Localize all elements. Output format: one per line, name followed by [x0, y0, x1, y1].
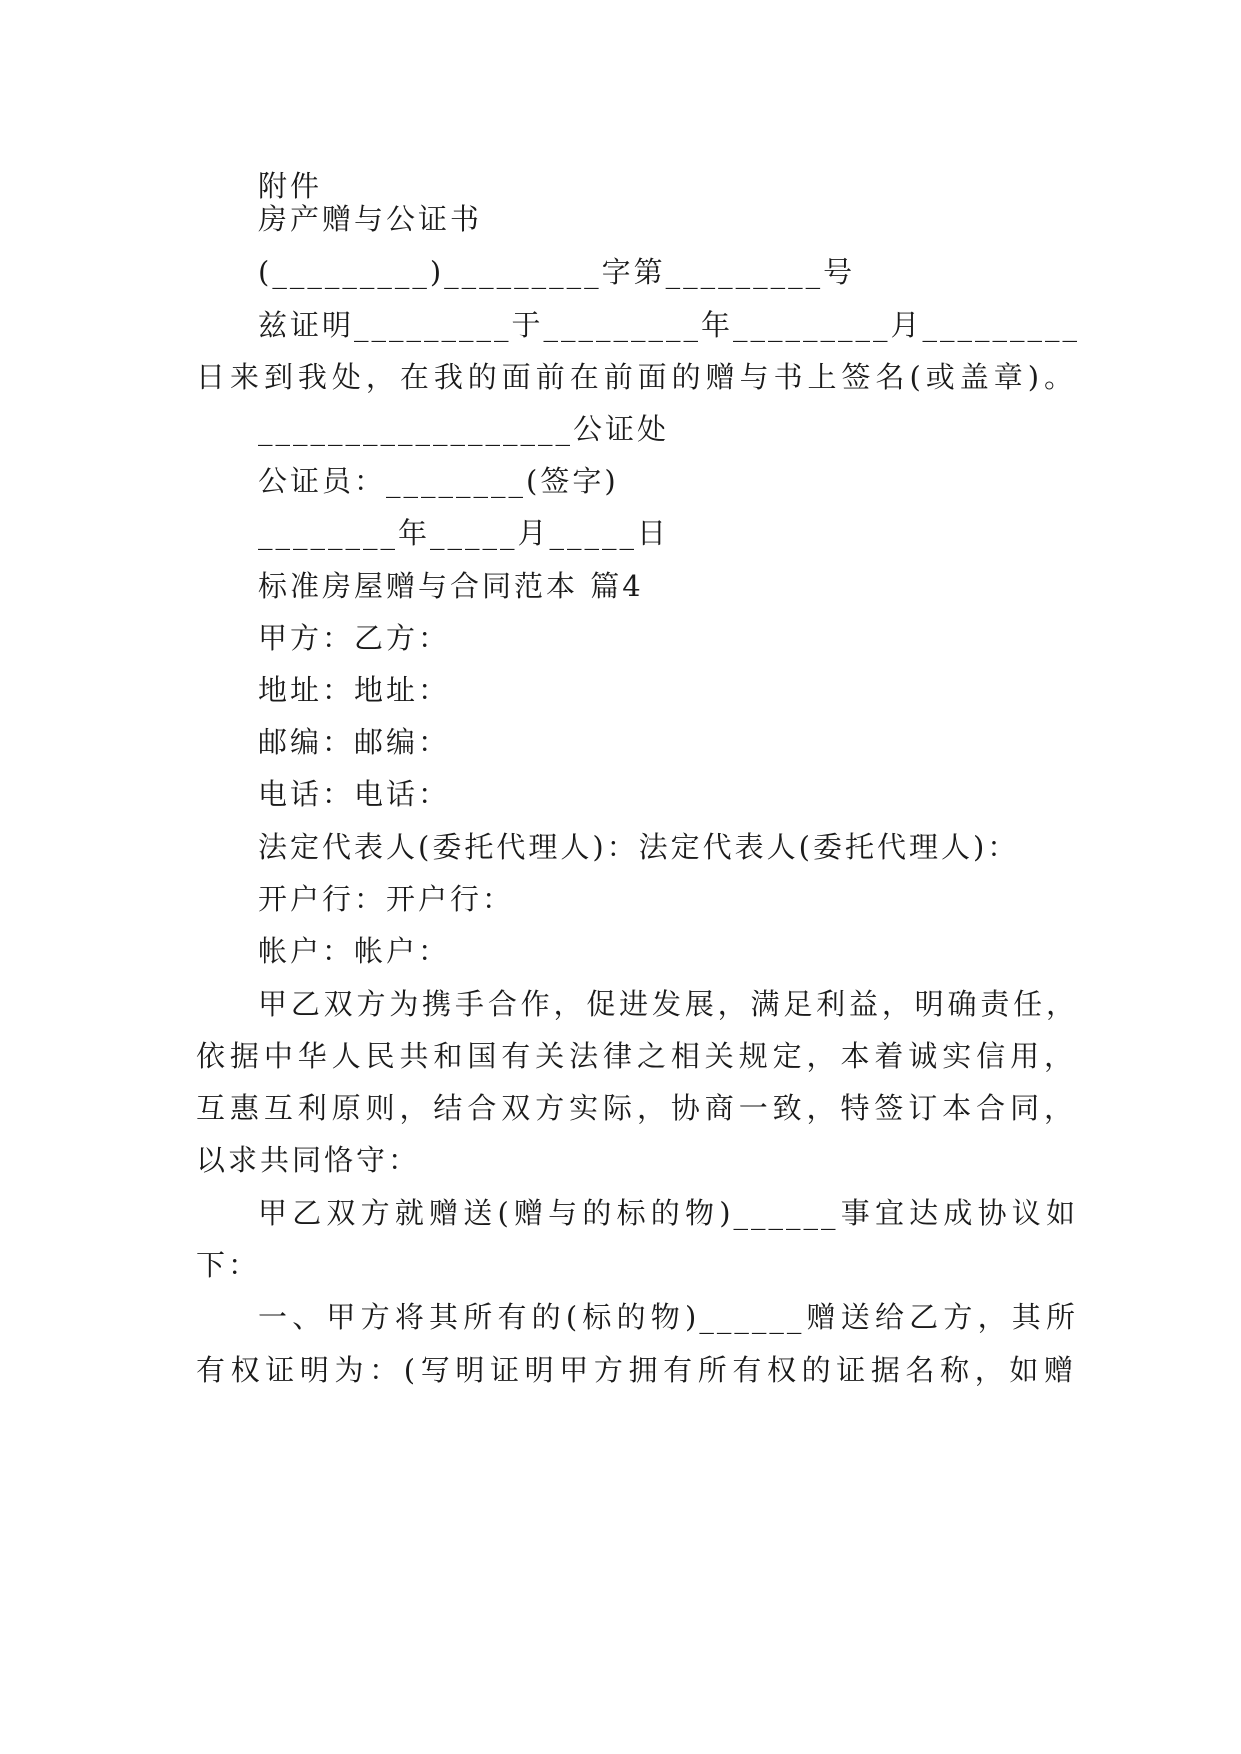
clause-one-line-2: 有权证明为：(写明证明甲方拥有所有权的证据名称，如赠: [196, 1353, 1076, 1387]
phone-line: 电话：电话：: [258, 777, 451, 811]
agreement-line-1: 甲乙双方就赠送(赠与的标的物)______事宜达成协议如: [258, 1196, 1078, 1230]
representative-line: 法定代表人(委托代理人)：法定代表人(委托代理人)：: [258, 830, 1020, 864]
preamble-line-2: 依据中华人民共和国有关法律之相关规定，本着诚实信用，: [196, 1039, 1076, 1073]
party-line: 甲方：乙方：: [258, 621, 451, 655]
postcode-line: 邮编：邮编：: [258, 725, 451, 759]
clause-one-line-1: 一、甲方将其所有的(标的物)______赠送给乙方，其所: [258, 1300, 1078, 1334]
notary-signature-line: 公证员：________(签字): [258, 464, 619, 498]
certification-line-2: 日来到我处，在我的面前在前面的赠与书上签名(或盖章)。: [196, 360, 1076, 394]
notary-office-line: __________________公证处: [258, 412, 670, 446]
preamble-line-4: 以求共同恪守：: [196, 1143, 421, 1177]
attachment-label: 附件: [258, 169, 323, 203]
account-line: 帐户：帐户：: [258, 934, 451, 968]
address-line: 地址：地址：: [258, 673, 451, 707]
notarial-certificate-title: 房产赠与公证书: [258, 202, 483, 236]
contract-heading: 标准房屋赠与合同范本 篇4: [258, 569, 644, 603]
preamble-line-1: 甲乙双方为携手合作，促进发展，满足利益，明确责任，: [258, 987, 1078, 1021]
certification-line-1: 兹证明_________于_________年_________月_________: [258, 308, 1081, 342]
certificate-number-line: (_________)_________字第_________号: [258, 255, 856, 289]
preamble-line-3: 互惠互利原则，结合双方实际，协商一致，特签订本合同，: [196, 1091, 1076, 1125]
date-line: ________年_____月_____日: [258, 516, 670, 550]
agreement-line-2: 下：: [196, 1248, 261, 1282]
bank-line: 开户行：开户行：: [258, 882, 515, 916]
